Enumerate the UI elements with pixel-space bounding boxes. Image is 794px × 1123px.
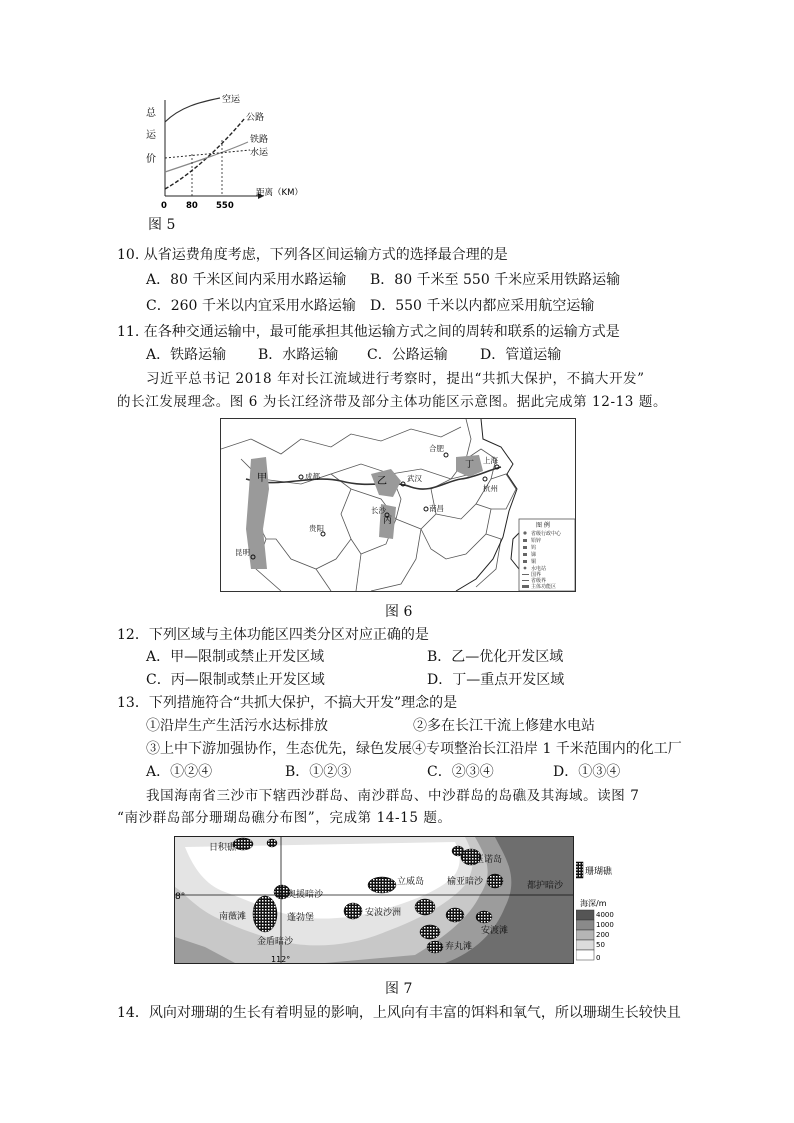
series-water xyxy=(165,150,250,158)
legend-item: 铜 xyxy=(531,559,537,565)
q13-option-c: C．②③④ xyxy=(427,764,494,780)
depth-tick: 200 xyxy=(596,931,610,939)
q10-option-d: D．550 千米以内都应采用航空运输 xyxy=(370,298,595,314)
ylabel-1: 总 xyxy=(146,108,156,119)
city-hefei: 合肥 xyxy=(429,444,444,453)
figure-5-chart xyxy=(140,92,340,212)
city-dot xyxy=(483,477,487,481)
place-yunuodao: 玉诺岛 xyxy=(475,855,503,865)
reef xyxy=(344,903,362,919)
legend-item: 水电站 xyxy=(531,566,547,572)
q11-option-b: B．水路运输 xyxy=(258,347,339,363)
city-wuhan: 武汉 xyxy=(407,474,422,483)
city-shanghai: 上海 xyxy=(483,456,498,465)
figure-7-caption: 图 7 xyxy=(385,981,413,997)
legend-item: 钨 xyxy=(531,545,537,551)
region-ding: 丁 xyxy=(465,460,475,470)
lon-label: 112° xyxy=(271,955,291,963)
intro-12-13-line1: 习近平总书记 2018 年对长江流域进行考察时，提出“共抓大保护，不搞大开发” xyxy=(146,371,645,387)
q10-option-c: C．260 千米以内宜采用水路运输 xyxy=(146,298,356,314)
legend-item: 省级行政中心 xyxy=(531,531,562,537)
q13-stem: 13．下列措施符合“共抓大保护，不搞大开发”理念的是 xyxy=(117,695,458,711)
reef xyxy=(427,941,443,953)
q13-statement-34: ③上中下游加强协作，生态优先，绿色发展④专项整治长江沿岸 1 千米范围内的化工厂 xyxy=(146,741,682,757)
label-road: 公路 xyxy=(246,113,265,123)
q13-statement-2: ②多在长江干流上修建水电站 xyxy=(413,718,595,734)
depth-tick: 0 xyxy=(596,954,601,962)
reef xyxy=(476,911,492,923)
legend-title: 图 例 xyxy=(536,522,550,529)
intro-12-13-line2: 的长江发展理念。图 6 为长江经济带及部分主体功能区示意图。据此完成第 12-13 题。 xyxy=(117,394,668,410)
q13-option-a: A．①②④ xyxy=(146,764,213,780)
region-bing: 丙 xyxy=(383,516,393,526)
depth-swatch-4000 xyxy=(576,910,594,920)
q11-option-c: C．公路运输 xyxy=(367,347,448,363)
xlabel: 距离（KM） xyxy=(256,188,303,198)
depth-tick: 50 xyxy=(596,941,605,949)
intro-14-15-line1: 我国海南省三沙市下辖西沙群岛、南沙群岛、中沙群岛的岛礁及其海域。读图 7 xyxy=(146,788,640,804)
place-nanweitan: 南薇滩 xyxy=(219,912,247,922)
figure-7-svg xyxy=(175,837,573,963)
depth-swatch-50 xyxy=(576,940,594,950)
tick-550: 550 xyxy=(216,201,234,211)
series-road xyxy=(165,118,245,189)
tick-80: 80 xyxy=(186,201,198,211)
reef xyxy=(253,896,277,932)
place-qiwantan: 弃丸滩 xyxy=(445,942,473,952)
reef xyxy=(368,877,396,893)
reef xyxy=(487,874,503,888)
figure-6-svg xyxy=(221,419,575,591)
q14-stem: 14．风向对珊瑚的生长有着明显的影响，上风向有丰富的饵料和氧气，所以珊瑚生长较快且 xyxy=(117,1005,681,1021)
city-kunming: 昆明 xyxy=(235,548,250,557)
place-yuyaansha: 榆亚暗沙 xyxy=(447,877,484,887)
label-air: 空运 xyxy=(222,95,241,105)
coral-swatch xyxy=(576,862,583,878)
q12-option-a: A．甲—限制或禁止开发区域 xyxy=(146,649,325,665)
place-rijijiao: 日积礁 xyxy=(209,843,237,853)
figure-5-caption: 图 5 xyxy=(148,217,176,233)
reef xyxy=(267,839,277,847)
q12-option-d: D．丁—重点开发区域 xyxy=(427,672,565,688)
reef xyxy=(446,908,464,922)
intro-14-15-line2: “南沙群岛部分珊瑚岛礁分布图”，完成第 14-15 题。 xyxy=(117,810,452,826)
q11-option-a: A．铁路运输 xyxy=(146,347,227,363)
depth-swatch-0 xyxy=(576,950,594,960)
legend-item: 铅锌 xyxy=(531,538,542,544)
q12-option-c: C．丙—限制或禁止开发区域 xyxy=(146,672,325,688)
q10-option-b: B．80 千米至 550 千米应采用铁路运输 xyxy=(370,272,621,288)
city-dot xyxy=(444,453,448,457)
q13-option-d: D．①③④ xyxy=(553,764,621,780)
coral-label: 珊瑚礁 xyxy=(585,867,613,877)
region-yi: 乙 xyxy=(377,476,387,487)
figure-7-legend-svg xyxy=(576,860,636,970)
ylabel-2: 运 xyxy=(146,130,156,141)
q10-option-a: A．80 千米区间内采用水路运输 xyxy=(146,272,347,288)
region-jia: 甲 xyxy=(257,473,267,484)
label-rail: 铁路 xyxy=(250,135,269,145)
q10-stem: 10. 从省运费角度考虑，下列各区间运输方式的选择最合理的是 xyxy=(117,247,508,263)
ylabel-3: 价 xyxy=(146,154,156,165)
figure-6-map xyxy=(220,418,576,592)
series-air xyxy=(165,98,220,122)
depth-swatch-200 xyxy=(576,930,594,940)
legend-item: 国界 xyxy=(531,572,542,578)
q12-stem: 12．下列区域与主体功能区四类分区对应正确的是 xyxy=(117,627,429,643)
place-aoyuanansha: 奥援暗沙 xyxy=(287,890,324,900)
q13-statement-1: ①沿岸生产生活污水达标排放 xyxy=(146,718,328,734)
depth-swatch-1000 xyxy=(576,920,594,930)
place-jindunansha: 金盾暗沙 xyxy=(257,937,294,947)
city-guiyang: 贵阳 xyxy=(309,524,324,533)
figure-7-map xyxy=(174,836,574,964)
label-water: 水运 xyxy=(250,148,269,158)
legend-item: 主体功能区 xyxy=(531,584,557,590)
tick-0: 0 xyxy=(161,201,167,211)
q12-option-b: B．乙—优化开发区域 xyxy=(427,649,564,665)
depth-title: 海深/m xyxy=(580,899,607,908)
city-dot xyxy=(299,475,303,479)
place-andutan: 安渡滩 xyxy=(481,926,509,936)
legend-item: 锑 xyxy=(531,552,537,558)
city-chengdu: 成都 xyxy=(305,472,320,481)
reef xyxy=(420,925,440,939)
depth-tick: 1000 xyxy=(596,921,614,929)
legend-item: 省级界 xyxy=(531,578,547,584)
city-hangzhou: 杭州 xyxy=(483,484,498,493)
place-anboshazhou: 安波沙洲 xyxy=(365,908,402,918)
place-pengbobao: 蓬勃堡 xyxy=(287,913,315,923)
city-nanchang: 南昌 xyxy=(429,504,444,513)
q11-option-d: D．管道运输 xyxy=(480,347,562,363)
place-duhuansha: 都护暗沙 xyxy=(527,881,564,891)
lat-label: 8° xyxy=(175,892,186,902)
reef xyxy=(452,846,464,856)
figure-6-caption: 图 6 xyxy=(385,604,413,620)
q13-option-b: B．①②③ xyxy=(285,764,352,780)
q11-stem: 11. 在各种交通运输中，最可能承担其他运输方式之间的周转和联系的运输方式是 xyxy=(117,324,620,340)
figure-7-legend xyxy=(576,860,636,970)
city-dot xyxy=(424,507,428,511)
reef xyxy=(415,899,435,915)
city-changsha: 长沙 xyxy=(371,506,386,515)
figure-5-svg xyxy=(140,92,340,212)
depth-tick: 4000 xyxy=(596,911,614,919)
place-liweidao: 立威岛 xyxy=(397,877,425,887)
